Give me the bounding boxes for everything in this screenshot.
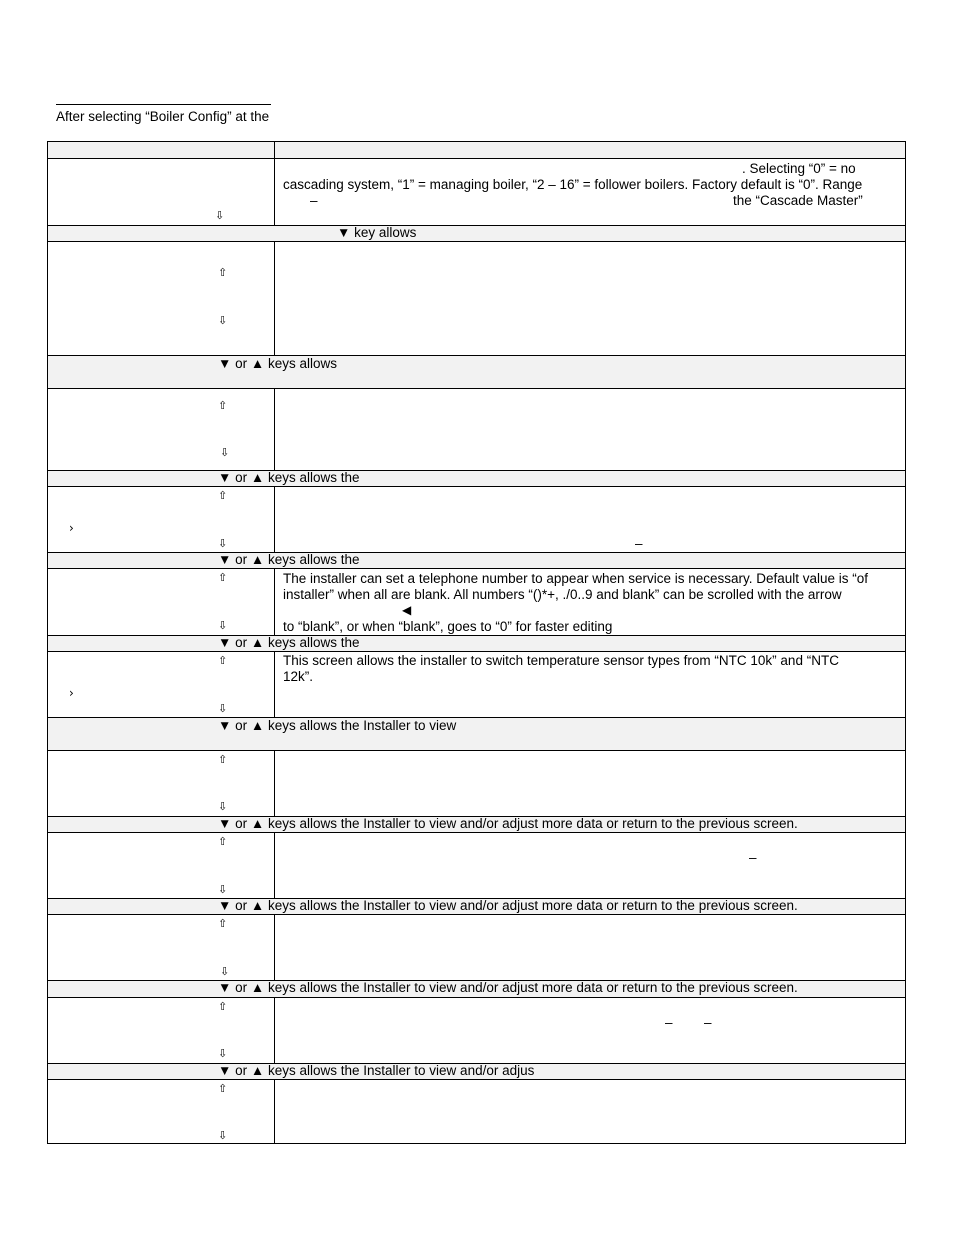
navigation-note-row: [48, 355, 905, 388]
table-row: [48, 997, 905, 1063]
column-divider: [274, 832, 275, 898]
row-description: . Selecting “0” = no: [742, 161, 856, 176]
row-description: This screen allows the installer to switch temperature sensor types from “NTC 10k” and “NTC: [283, 653, 839, 668]
down-arrow-icon: ⇩: [218, 702, 228, 715]
navigation-note: ▼ or ▲ keys allows the: [218, 552, 360, 567]
navigation-note: ▼ or ▲ keys allows the Installer to view and/or adjust more data or return to the previous screen.: [218, 980, 798, 995]
down-arrow-icon: ⇩: [218, 619, 228, 632]
navigation-note-row: [48, 635, 905, 651]
navigation-note-row: [48, 1063, 905, 1079]
intro-text: After selecting “Boiler Config” at the: [56, 109, 270, 124]
table-row: [48, 486, 905, 552]
column-divider: [274, 1079, 275, 1144]
up-arrow-icon: ⇧: [218, 753, 228, 766]
navigation-note-row: [48, 816, 905, 832]
column-divider: [274, 651, 275, 717]
table-row: [48, 750, 905, 816]
up-arrow-icon: ⇧: [218, 1082, 228, 1095]
table-header-row: [48, 142, 905, 159]
dash: –: [704, 1015, 712, 1030]
down-arrow-icon: ⇩: [220, 446, 230, 459]
row-description: to “blank”, or when “blank”, goes to “0” for faster editing: [283, 619, 613, 634]
column-divider: [274, 142, 275, 225]
dash: –: [665, 1015, 673, 1030]
table-row: [48, 568, 905, 635]
row-description: installer” when all are blank. All numbers “()*+, ./0..9 and blank” can be scrolled with the arrow: [283, 587, 842, 602]
down-arrow-icon: ⇩: [218, 537, 228, 550]
up-arrow-icon: ⇧: [218, 917, 228, 930]
navigation-note: ▼ or ▲ keys allows the Installer to view and/or adjus: [218, 1063, 535, 1078]
navigation-note: ▼ or ▲ keys allows the Installer to view and/or adjust more data or return to the previous screen.: [218, 816, 798, 831]
up-arrow-icon: ⇧: [218, 835, 228, 848]
boiler-config-table: [47, 141, 906, 1144]
up-arrow-icon: ⇧: [218, 399, 228, 412]
navigation-note: ▼ key allows: [337, 225, 417, 240]
up-arrow-icon: ⇧: [218, 266, 228, 279]
column-divider: [274, 750, 275, 816]
up-arrow-icon: ⇧: [218, 489, 228, 502]
column-divider: [274, 568, 275, 635]
caret-icon: ›: [69, 521, 74, 535]
column-divider: [274, 388, 275, 470]
table-row: [48, 651, 905, 717]
navigation-note-row: [48, 225, 905, 241]
column-divider: [274, 997, 275, 1063]
table-row: [48, 1079, 905, 1144]
navigation-note-row: [48, 980, 905, 997]
table-row: [48, 914, 905, 980]
table-row: [48, 388, 905, 470]
table-row: [48, 241, 905, 355]
dash: –: [310, 193, 318, 208]
up-arrow-icon: ⇧: [218, 571, 228, 584]
navigation-note: ▼ or ▲ keys allows the Installer to view and/or adjust more data or return to the previous screen.: [218, 898, 798, 913]
up-arrow-icon: ⇧: [218, 654, 228, 667]
caret-icon: ›: [69, 686, 74, 700]
down-arrow-icon: ⇩: [220, 965, 230, 978]
navigation-note-row: [48, 717, 905, 750]
column-divider: [274, 914, 275, 980]
navigation-note: ▼ or ▲ keys allows: [218, 356, 338, 371]
down-arrow-icon: ⇩: [218, 883, 228, 896]
dash: –: [749, 850, 757, 865]
left-triangle-icon: ◀: [402, 603, 412, 617]
table-row: [48, 158, 905, 225]
navigation-note: ▼ or ▲ keys allows the Installer to view: [218, 718, 457, 733]
up-arrow-icon: ⇧: [218, 1000, 228, 1013]
row-description: the “Cascade Master”: [733, 193, 863, 208]
down-arrow-icon: ⇩: [218, 1047, 228, 1060]
navigation-note-row: [48, 552, 905, 568]
navigation-note: ▼ or ▲ keys allows the: [218, 470, 360, 485]
dash: –: [635, 536, 643, 551]
heading-underline: [56, 104, 271, 105]
column-divider: [274, 486, 275, 552]
row-description: 12k”.: [283, 669, 314, 684]
navigation-note-row: [48, 898, 905, 914]
navigation-note: ▼ or ▲ keys allows the: [218, 635, 360, 650]
down-arrow-icon: ⇩: [218, 1129, 228, 1142]
down-arrow-icon: ⇩: [218, 800, 228, 813]
table-row: [48, 832, 905, 898]
row-description: cascading system, “1” = managing boiler, “2 – 16” = follower boilers. Factory default is “0”. Range: [283, 177, 863, 192]
navigation-note-row: [48, 470, 905, 486]
column-divider: [274, 241, 275, 355]
down-arrow-icon: ⇩: [215, 209, 225, 222]
down-arrow-icon: ⇩: [218, 314, 228, 327]
row-description: The installer can set a telephone number to appear when service is necessary. Default value is “of: [283, 571, 869, 586]
